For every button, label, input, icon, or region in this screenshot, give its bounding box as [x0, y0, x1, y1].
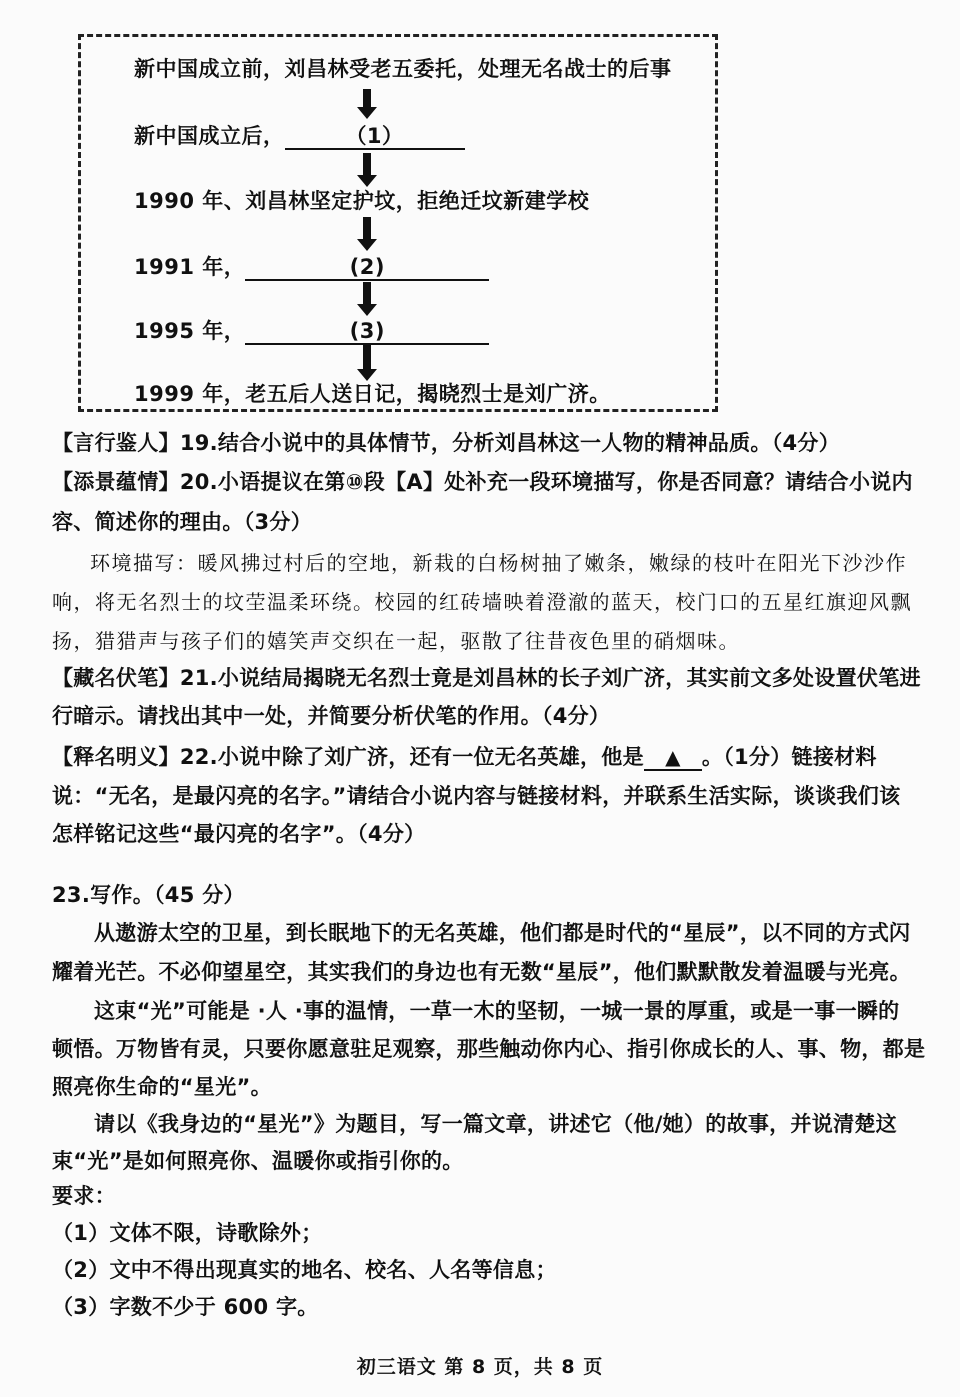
q23-paragraph2-line2: 顿悟。万物皆有灵，只要你愿意驻足观察，那些触动你内心、指引你成长的人、事、物，都是: [52, 1037, 926, 1061]
q21-tag: 【藏名伏笔】: [52, 666, 180, 690]
q20-description-line3: 扬，猎猎声与孩子们的嬉笑声交织在一起，驱散了往昔夜色里的硝烟味。: [52, 629, 740, 653]
down-arrow-icon: [357, 217, 377, 251]
q20-line1: 20.小语提议在第⑩段【A】处补充一段环境描写，你是否同意？请结合小说内: [179, 470, 913, 494]
q22-tag: 【释名明义】: [52, 745, 180, 769]
q20-line2: 容、简述你的理由。（3分）: [52, 510, 313, 534]
down-arrow-icon: [357, 282, 377, 316]
down-arrow-icon: [357, 345, 377, 381]
q23-requirements-title: 要求：: [52, 1184, 116, 1208]
q20-description-line2: 响，将无名烈士的坟茔温柔环绕。校园的红砖墙映着澄澈的蓝天，校门口的五星红旗迎风飘: [52, 590, 912, 614]
down-arrow-icon: [357, 153, 377, 187]
question-20: [52, 467, 913, 497]
flow-step-5-prefix: 1995 年，: [134, 319, 246, 343]
question-22: [52, 742, 877, 772]
q23-requirement-1: （1）文体不限，诗歌除外；: [52, 1221, 323, 1245]
q21-line1: 21.小说结局揭晓无名烈士竟是刘昌林的长子刘广济，其实前文多处设置伏笔进: [179, 666, 921, 690]
q22-line1b: 。（1分）链接材料: [701, 745, 877, 769]
question-19: [52, 428, 840, 458]
answer-blank-2[interactable]: (2): [245, 255, 489, 281]
flow-step-2-prefix: 新中国成立后，: [134, 124, 285, 148]
flow-step-3: 1990 年、刘昌林坚定护坟，拒绝迁坟新建学校: [134, 189, 590, 213]
q23-paragraph2-line1: 这束“光”可能是 ·人 ·事的温情，一草一木的坚韧，一城一景的厚重，或是一事一瞬的: [94, 999, 900, 1023]
q19-text: 19.结合小说中的具体情节，分析刘昌林这一人物的精神品质。（4分）: [179, 431, 841, 455]
q22-line2: 说：“无名，是最闪亮的名字。”请结合小说内容与链接材料，并联系生活实际，谈谈我们该: [52, 784, 901, 808]
flowchart-box: [78, 34, 718, 412]
answer-blank-1[interactable]: （1）: [285, 124, 465, 150]
flow-step-5: [134, 317, 489, 345]
q23-paragraph2-line3: 照亮你生命的“星光”。: [52, 1075, 272, 1099]
flow-step-4: [134, 253, 489, 281]
q22-line3: 怎样铭记这些“最闪亮的名字”。（4分）: [52, 822, 426, 846]
q19-tag: 【言行鉴人】: [52, 431, 180, 455]
flow-step-6: 1999 年，老五后人送日记，揭晓烈士是刘广济。: [134, 382, 611, 406]
down-arrow-icon: [357, 89, 377, 119]
q23-paragraph3-line2: 束“光”是如何照亮你、温暖你或指引你的。: [52, 1149, 464, 1173]
flow-step-4-prefix: 1991 年，: [134, 255, 246, 279]
q20-description-line1: 环境描写：暖风拂过村后的空地，新栽的白杨树抽了嫩条，嫩绿的枝叶在阳光下沙沙作: [90, 551, 907, 575]
flow-step-2: [134, 122, 465, 150]
q20-tag: 【添景蕴情】: [52, 470, 180, 494]
answer-blank-q22[interactable]: ▲: [644, 745, 702, 771]
q23-requirement-3: （3）字数不少于 600 字。: [52, 1295, 319, 1319]
page-footer: 初三语文 第 8 页，共 8 页: [356, 1356, 604, 1378]
flow-step-1: 新中国成立前，刘昌林受老五委托，处理无名战士的后事: [134, 57, 672, 81]
q23-requirement-2: （2）文中不得出现真实的地名、校名、人名等信息；: [52, 1258, 557, 1282]
q21-line2: 行暗示。请找出其中一处，并简要分析伏笔的作用。（4分）: [52, 704, 611, 728]
answer-blank-3[interactable]: (3): [245, 319, 489, 345]
q23-paragraph1-line1: 从遨游太空的卫星，到长眠地下的无名英雄，他们都是时代的“星辰”，以不同的方式闪: [94, 921, 911, 945]
question-23-title: 23.写作。（45 分）: [52, 883, 245, 907]
q23-paragraph3-line1: 请以《我身边的“星光”》为题目，写一篇文章，讲述它（他/她）的故事，并说清楚这: [94, 1112, 897, 1136]
q23-paragraph1-line2: 耀着光芒。不必仰望星空，其实我们的身边也有无数“星辰”，他们默默散发着温暖与光亮。: [52, 960, 911, 984]
q22-line1a: 22.小说中除了刘广济，还有一位无名英雄，他是: [179, 745, 644, 769]
question-21: [52, 663, 921, 693]
